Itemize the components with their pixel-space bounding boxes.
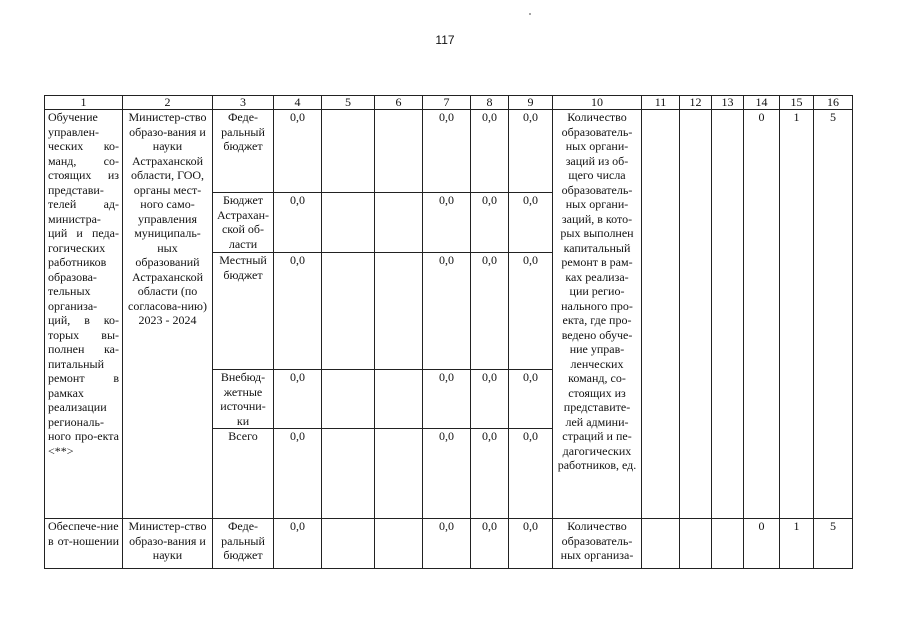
column-number: 6	[375, 96, 423, 110]
value-cell: 0,0	[509, 370, 553, 429]
empty-cell	[322, 253, 375, 370]
column-number: 9	[509, 96, 553, 110]
empty-cell	[642, 519, 680, 569]
value-cell: 0,0	[423, 110, 471, 193]
table-row	[45, 110, 853, 193]
empty-cell	[375, 370, 423, 429]
value-cell: 0,0	[423, 429, 471, 519]
column-number: 11	[642, 96, 680, 110]
column-number: 4	[274, 96, 322, 110]
scan-speck	[529, 13, 531, 15]
value-cell: 0,0	[509, 253, 553, 370]
page-number: 117	[435, 33, 455, 47]
value-cell: 0,0	[471, 110, 509, 193]
value-cell: 0,0	[423, 370, 471, 429]
column-number: 10	[553, 96, 642, 110]
column-number: 1	[45, 96, 123, 110]
column-number: 2	[123, 96, 213, 110]
target-value-cell: 1	[780, 519, 814, 569]
funding-source-cell: Феде-ральный бюджет	[213, 519, 274, 569]
table-row	[45, 519, 853, 569]
value-cell: 0,0	[471, 193, 509, 253]
funding-source-cell: Внебюд-жетные источни-ки	[213, 370, 274, 429]
empty-cell	[322, 110, 375, 193]
column-number: 14	[744, 96, 780, 110]
value-cell: 0,0	[423, 253, 471, 370]
value-cell: 0,0	[274, 193, 322, 253]
target-value-cell: 1	[780, 110, 814, 519]
target-value-cell: 0	[744, 110, 780, 519]
column-number: 8	[471, 96, 509, 110]
column-number: 7	[423, 96, 471, 110]
indicator-cell: Количество образователь-ных организа-	[553, 519, 642, 569]
empty-cell	[375, 253, 423, 370]
executor-cell: Министер-ство образо-вания и науки	[123, 519, 213, 569]
column-number: 16	[814, 96, 853, 110]
value-cell: 0,0	[423, 193, 471, 253]
column-number: 13	[712, 96, 744, 110]
target-value-cell: 0	[744, 519, 780, 569]
program-table	[44, 95, 853, 569]
column-number: 15	[780, 96, 814, 110]
empty-cell	[712, 110, 744, 519]
activity-name-cell: Обеспече-ние в от-ношении	[45, 519, 123, 569]
value-cell: 0,0	[509, 429, 553, 519]
target-value-cell: 5	[814, 110, 853, 519]
funding-source-cell: Бюджет Астрахан-ской об-ласти	[213, 193, 274, 253]
value-cell: 0,0	[471, 429, 509, 519]
column-number: 5	[322, 96, 375, 110]
column-number: 3	[213, 96, 274, 110]
empty-cell	[375, 519, 423, 569]
value-cell: 0,0	[274, 370, 322, 429]
value-cell: 0,0	[471, 519, 509, 569]
value-cell: 0,0	[509, 110, 553, 193]
value-cell: 0,0	[274, 429, 322, 519]
empty-cell	[322, 519, 375, 569]
empty-cell	[322, 370, 375, 429]
empty-cell	[375, 110, 423, 193]
value-cell: 0,0	[274, 110, 322, 193]
target-value-cell: 5	[814, 519, 853, 569]
value-cell: 0,0	[274, 253, 322, 370]
empty-cell	[680, 110, 712, 519]
empty-cell	[642, 110, 680, 519]
indicator-cell: Количество образователь-ных органи-заций из об-щего числа образователь-ных органи-заций, в кото-рых выполнен капитальный ремонт в рам-ках реализа-ции регио-нального про-екта, где про-ведено обуче-ние управ-ленческих команд, со-стоящих из представите-лей админи-страций и пе-дагогических работников, ед.	[553, 110, 642, 519]
value-cell: 0,0	[509, 193, 553, 253]
empty-cell	[322, 429, 375, 519]
empty-cell	[712, 519, 744, 569]
value-cell: 0,0	[274, 519, 322, 569]
empty-cell	[375, 429, 423, 519]
column-number: 12	[680, 96, 712, 110]
activity-name-cell: Обучение управлен-ческих ко-манд, со-стоящих из представи-телей ад-министра-ций и педа-гогических работников образова-тельных организа-ций, в ко-торых вы-полнен ка-питальный ремонт в рамках реализации региональ-ного про-екта <**>	[45, 110, 123, 519]
value-cell: 0,0	[471, 370, 509, 429]
value-cell: 0,0	[423, 519, 471, 569]
empty-cell	[375, 193, 423, 253]
funding-source-cell: Местный бюджет	[213, 253, 274, 370]
funding-source-cell: Всего	[213, 429, 274, 519]
executor-cell: Министер-ство образо-вания и науки Астраханской области, ГОО, органы мест-ного само-управления муниципаль-ных образований Астраханской области (по согласова-нию) 2023 - 2024	[123, 110, 213, 519]
column-number-row	[45, 96, 853, 110]
empty-cell	[322, 193, 375, 253]
funding-source-cell: Феде-ральный бюджет	[213, 110, 274, 193]
value-cell: 0,0	[509, 519, 553, 569]
value-cell: 0,0	[471, 253, 509, 370]
empty-cell	[680, 519, 712, 569]
